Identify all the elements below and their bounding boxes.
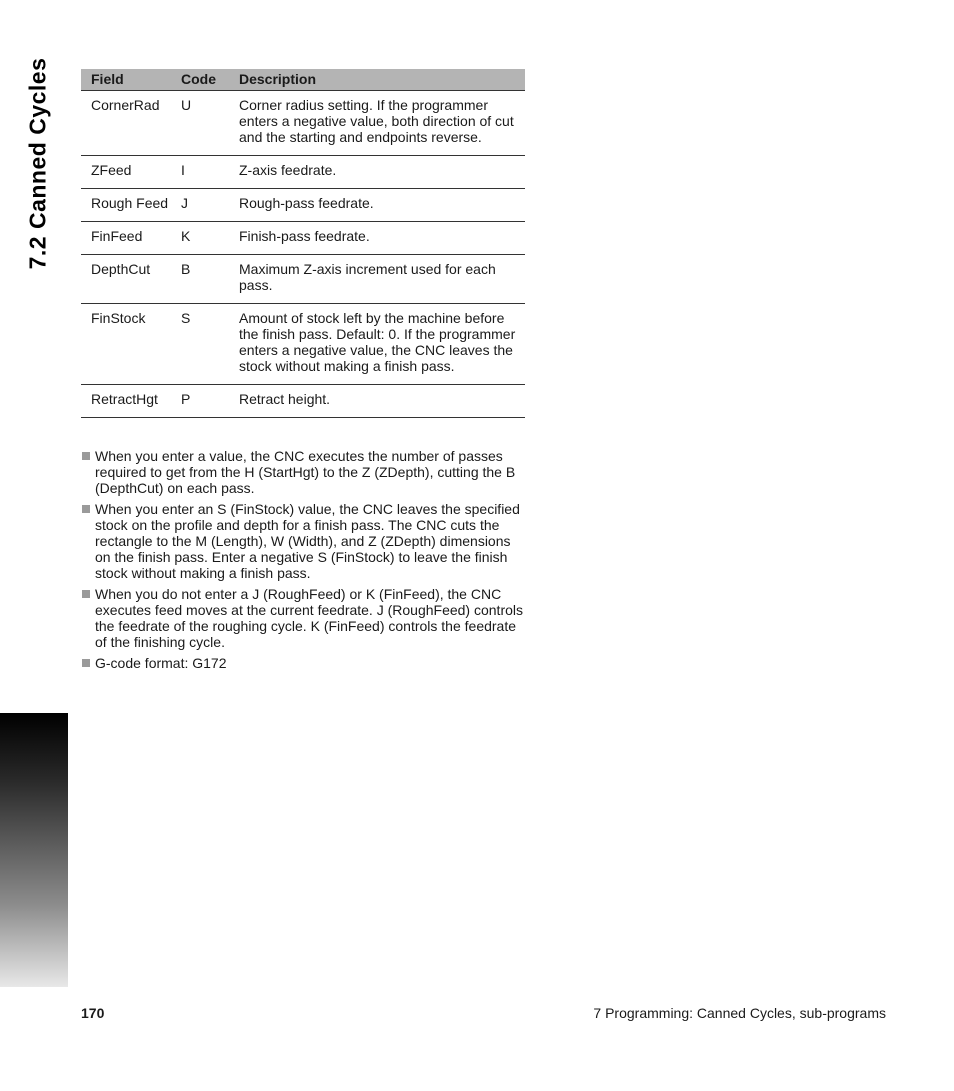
cell-field: FinFeed [81, 222, 171, 255]
header-code: Code [171, 69, 229, 91]
list-item [81, 655, 525, 671]
note-text: When you enter an S (FinStock) value, the CNC leaves the specified stock on the profile and depth for a finish pass. The CNC cuts the rectangle to the M (Length), W (Width), and Z (ZDepth) dimensions on the finish pass. Enter a negative S (FinStock) to leave the finish stock without making a finish pass. [95, 501, 520, 581]
section-title-text: 7.2 Canned Cycles [24, 57, 51, 269]
square-bullet-icon [82, 452, 90, 460]
table-row [81, 304, 525, 385]
table-row [81, 156, 525, 189]
cell-description: Maximum Z-axis increment used for each pass. [229, 255, 525, 304]
cell-code: I [171, 156, 229, 189]
table-row [81, 222, 525, 255]
cell-code: K [171, 222, 229, 255]
list-item [81, 586, 525, 650]
notes-list [81, 448, 525, 676]
table-row [81, 91, 525, 156]
cell-description: Finish-pass feedrate. [229, 222, 525, 255]
cell-description: Rough-pass feedrate. [229, 189, 525, 222]
table-row [81, 255, 525, 304]
cell-field: FinStock [81, 304, 171, 385]
list-item [81, 501, 525, 581]
cell-description: Z-axis feedrate. [229, 156, 525, 189]
cell-code: J [171, 189, 229, 222]
table-row [81, 189, 525, 222]
cell-field: CornerRad [81, 91, 171, 156]
square-bullet-icon [82, 659, 90, 667]
cell-description: Amount of stock left by the machine before the finish pass. Default: 0. If the programmer enters a negative value, the CNC leaves the stock without making a finish pass. [229, 304, 525, 385]
cell-field: RetractHgt [81, 385, 171, 418]
cell-code: P [171, 385, 229, 418]
parameter-table [81, 69, 525, 418]
cell-field: DepthCut [81, 255, 171, 304]
cell-field: Rough Feed [81, 189, 171, 222]
square-bullet-icon [82, 590, 90, 598]
note-text: When you do not enter a J (RoughFeed) or K (FinFeed), the CNC executes feed moves at the current feedrate. J (RoughFeed) controls the feedrate of the roughing cycle. K (FinFeed) controls the feedrate of the finishing cycle. [95, 586, 524, 650]
table-row [81, 385, 525, 418]
cell-code: U [171, 91, 229, 156]
cell-description: Corner radius setting. If the programmer enters a negative value, both direction of cut and the starting and endpoints reverse. [229, 91, 525, 156]
section-side-title [18, 48, 58, 278]
page-number: 170 [81, 1005, 105, 1021]
cell-field: ZFeed [81, 156, 171, 189]
side-gradient-tab [0, 713, 68, 987]
note-text: When you enter a value, the CNC executes the number of passes required to get from the H (StartHgt) to the Z (ZDepth), cutting the B (DepthCut) on each pass. [95, 448, 516, 496]
cell-description: Retract height. [229, 385, 525, 418]
square-bullet-icon [82, 505, 90, 513]
running-footer: 7 Programming: Canned Cycles, sub-programs [593, 1005, 886, 1021]
note-text: G-code format: G172 [95, 655, 227, 671]
header-description: Description [229, 69, 525, 91]
list-item [81, 448, 525, 496]
header-field: Field [81, 69, 171, 91]
table-header-row [81, 69, 525, 91]
cell-code: S [171, 304, 229, 385]
cell-code: B [171, 255, 229, 304]
